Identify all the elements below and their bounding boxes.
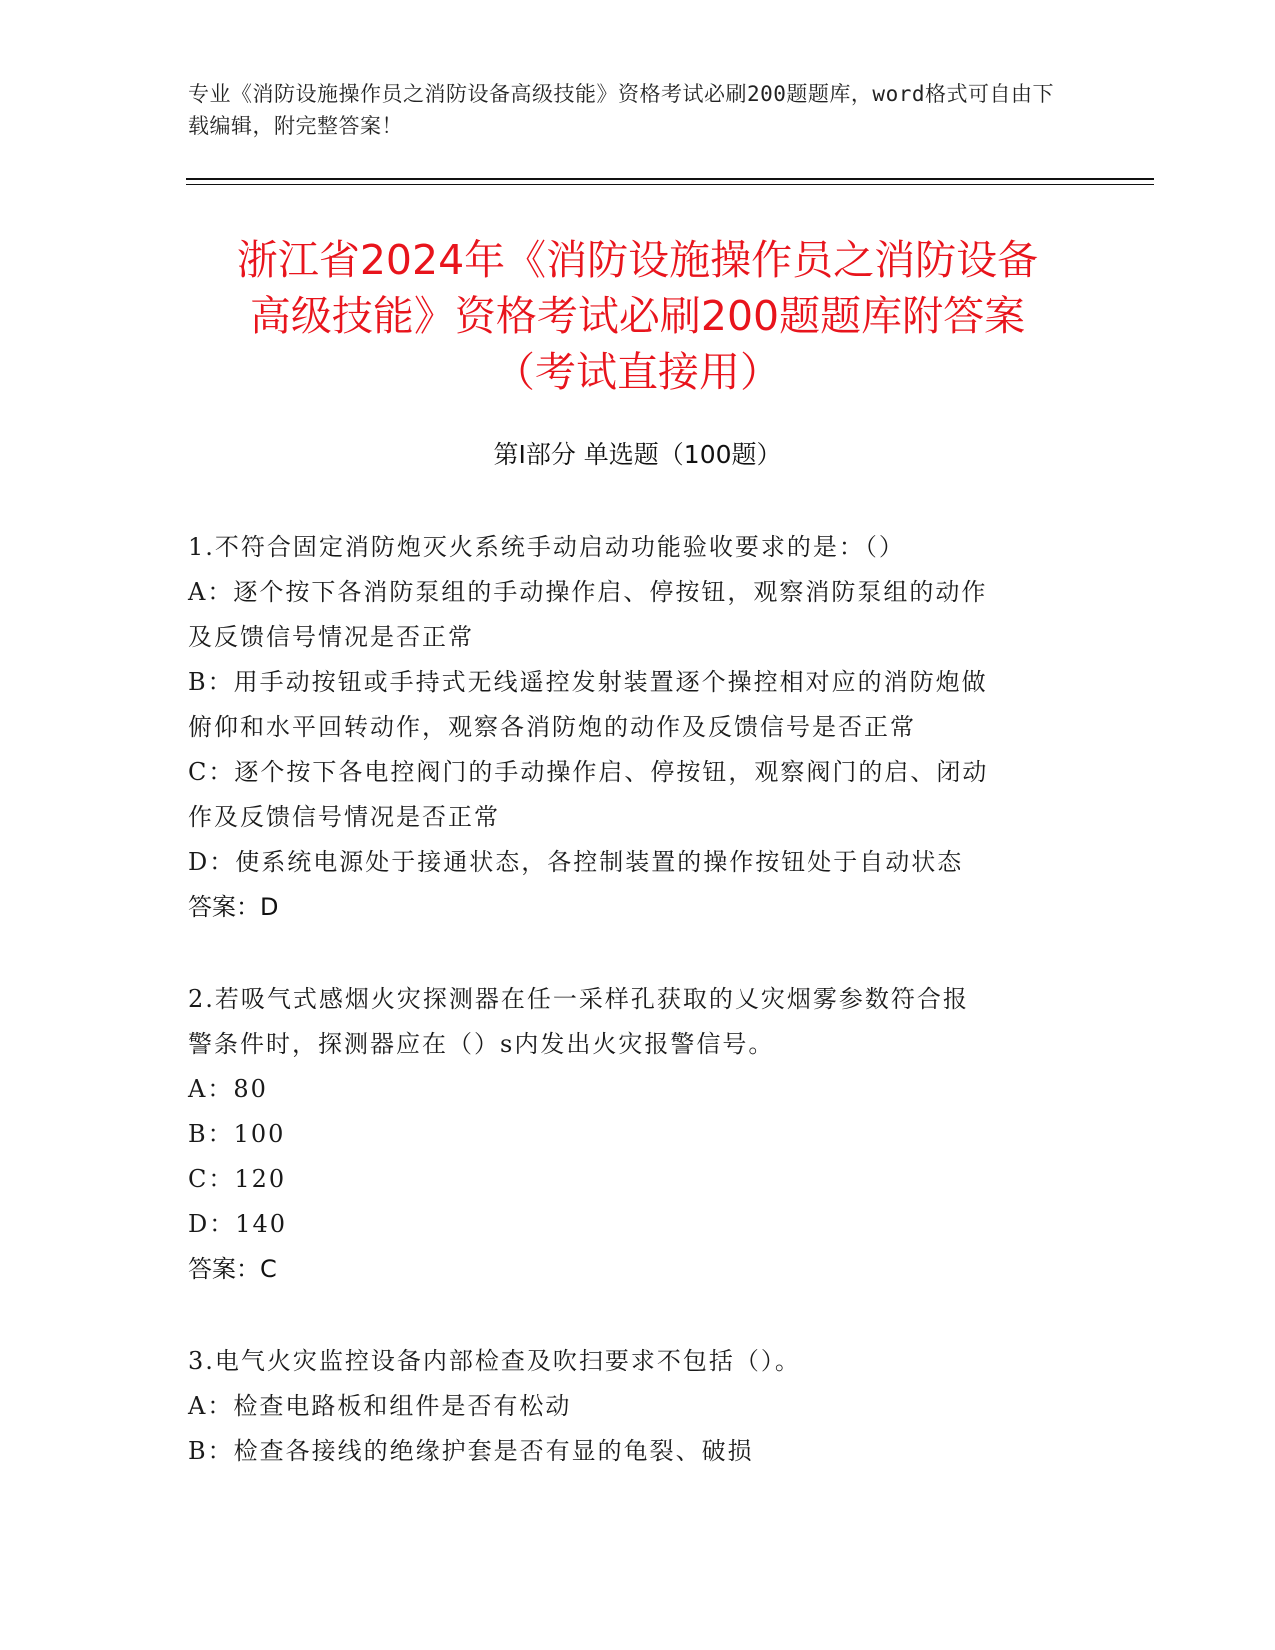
question-stem-cont: 警条件时，探测器应在（）s内发出火灾报警信号。 [188,1030,775,1058]
header-divider-thin [186,184,1154,185]
section-title: 第Ⅰ部分 单选题（100题） [493,440,782,469]
question-list [188,525,1088,1521]
option-b-cont: 俯仰和水平回转动作，观察各消防炮的动作及反馈信号是否正常 [188,713,916,741]
option-b: B：检查各接线的绝缘护套是否有显的龟裂、破损 [188,1437,754,1465]
title-line-3: （考试直接用） [494,348,781,396]
document-title [160,232,1115,400]
option-c: C：逐个按下各电控阀门的手动操作启、停按钮，观察阀门的启、闭动 [188,758,989,786]
answer: 答案：C [188,1255,277,1283]
option-c-cont: 作及反馈信号情况是否正常 [188,803,500,831]
answer: 答案：D [188,893,279,921]
option-a: A：检查电路板和组件是否有松动 [188,1392,572,1420]
header-note: 专业《消防设施操作员之消防设备高级技能》资格考试必刷200题题库，word格式可自由下载编辑，附完整答案！ [188,82,1054,138]
title-line-1: 浙江省2024年《消防设施操作员之消防设备 [236,236,1039,284]
question-stem: 3.电气火灾监控设备内部检查及吹扫要求不包括（）。 [188,1347,801,1375]
question-3 [188,1339,1088,1474]
question-1 [188,525,1088,930]
question-stem: 2.若吸气式感烟火灾探测器在任一采样孔获取的乂灾烟雾参数符合报 [188,985,969,1013]
option-a: A：逐个按下各消防泵组的手动操作启、停按钮，观察消防泵组的动作 [188,578,988,606]
title-line-2: 高级技能》资格考试必刷200题题库附答案 [249,292,1026,340]
option-b: B：用手动按钮或手持式无线遥控发射装置逐个操控相对应的消防炮做 [188,668,988,696]
option-d: D：使系统电源处于接通状态，各控制装置的操作按钮处于自动状态 [188,848,964,876]
question-stem: 1.不符合固定消防炮灭火系统手动启动功能验收要求的是：（） [188,533,905,561]
option-a-cont: 及反馈信号情况是否正常 [188,623,474,651]
option-a: A：80 [188,1075,268,1103]
question-2 [188,977,1088,1292]
option-b: B：100 [188,1120,286,1148]
option-d: D：140 [188,1210,288,1238]
option-c: C：120 [188,1165,287,1193]
header-divider-thick [186,178,1154,180]
